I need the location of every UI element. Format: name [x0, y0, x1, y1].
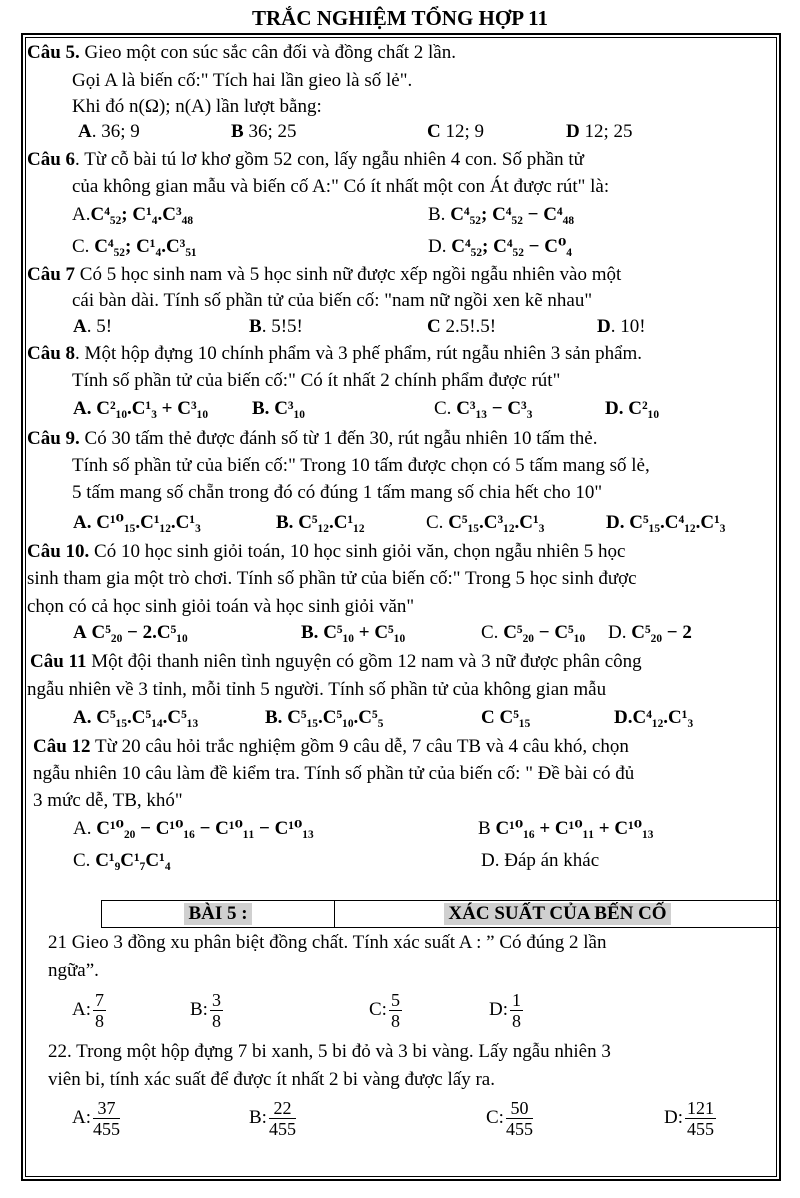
- q8-line1: Câu 8. Một hộp đựng 10 chính phẩm và 3 phế phẩm, rút ngẫu nhiên 3 sản phẩm.: [27, 343, 643, 364]
- q21-option-c: C: $\frac{5}{8}$: [369, 990, 400, 1031]
- q11-option-b: B. C⁵₁₅.C⁵₁₀.C⁵₅: [265, 707, 384, 728]
- q11-line2: ngẫu nhiên về 3 tỉnh, mỗi tỉnh 5 người. Tính số phần tử của không gian mẫu: [27, 679, 607, 700]
- q6-line1: Câu 6. Từ cỗ bài tú lơ khơ gồm 52 con, lấy ngẫu nhiên 4 con. Số phần tử: [27, 149, 584, 170]
- q6-option-c: C. C⁴₅₂; C¹₄.C³₅₁: [72, 236, 197, 257]
- page-title: TRẮC NGHIỆM TỔNG HỢP 11: [252, 6, 548, 30]
- q5-line1: Câu 5. Gieo một con súc sắc cân đối và đồng chất 2 lần.: [27, 42, 456, 63]
- q8-option-a: A. C²₁₀.C¹₃ + C³₁₀: [73, 398, 209, 419]
- q6-option-b: B. C⁴₅₂; C⁴₅₂ − C⁴₄₈: [428, 204, 575, 225]
- q22-option-d: D: $\frac{121}{455}$: [664, 1098, 714, 1139]
- q10-option-a: A C⁵₂₀ − 2.C⁵₁₀: [73, 622, 188, 643]
- q7-option-c: C 2.5!.5!: [427, 316, 497, 337]
- q21-option-b: B: $\frac{3}{8}$: [190, 990, 221, 1031]
- q12-option-b: B C¹⁰₁₆ + C¹⁰₁₁ + C¹⁰₁₃: [478, 818, 654, 839]
- q8-option-c: C. C³₁₃ − C³₃: [434, 398, 533, 419]
- q7-option-d: D. 10!: [597, 316, 646, 337]
- q10-option-b: B. C⁵₁₀ + C⁵₁₀: [301, 622, 406, 643]
- q7-line2: cái bàn dài. Tính số phần tử của biến cố: "nam nữ ngồi xen kẽ nhau": [72, 290, 593, 311]
- q7-option-b: B. 5!5!: [249, 316, 303, 337]
- section-header-table: [101, 900, 781, 928]
- q12-option-d: D. Đáp án khác: [481, 850, 600, 871]
- q22-line2: viên bi, tính xác suất để được ít nhất 2 bi vàng được lấy ra.: [48, 1069, 495, 1090]
- q5-option-d: D 12; 25: [566, 121, 633, 142]
- q11-option-a: A. C⁵₁₅.C⁵₁₄.C⁵₁₃: [73, 707, 199, 728]
- q7-line1: Câu 7 Có 5 học sinh nam và 5 học sinh nữ được xếp ngồi ngẫu nhiên vào một: [27, 264, 622, 285]
- q6-option-a: A.C⁴₅₂; C¹₄.C³₄₈: [72, 204, 194, 225]
- section-label: BÀI 5 :: [102, 901, 335, 927]
- q6-line2: của không gian mẫu và biến cố A:" Có ít nhất một con Át được rút" là:: [72, 176, 610, 197]
- q10-line1: Câu 10. Có 10 học sinh giỏi toán, 10 học sinh giỏi văn, chọn ngẫu nhiên 5 học: [27, 541, 626, 562]
- q10-line3: chọn có cả học sinh giỏi toán và học sinh giỏi văn": [27, 596, 415, 617]
- q21-line2: ngữa”.: [48, 960, 99, 981]
- q5-option-c: C 12; 9: [427, 121, 485, 142]
- q8-option-b: B. C³₁₀: [252, 398, 305, 419]
- q5-line2: Gọi A là biến cố:" Tích hai lần gieo là số lẻ".: [72, 70, 413, 91]
- q12-line3: 3 mức dễ, TB, khó": [33, 790, 183, 811]
- q22-line1: 22. Trong một hộp đựng 7 bi xanh, 5 bi đỏ và 3 bi vàng. Lấy ngẫu nhiên 3: [48, 1041, 611, 1062]
- q9-line3: 5 tấm mang số chẵn trong đó có đúng 1 tấm mang số chia hết cho 10": [72, 482, 603, 503]
- q12-line2: ngẫu nhiên 10 câu làm đề kiểm tra. Tính số phần tử của biến cố: " Đề bài có đủ: [33, 763, 635, 784]
- q21-option-d: D: $\frac{1}{8}$: [489, 990, 521, 1031]
- section-title: XÁC SUẤT CỦA BẾN CỐ: [335, 901, 780, 927]
- q21-line1: 21 Gieo 3 đồng xu phân biệt đồng chất. Tính xác suất A : ” Có đúng 2 lần: [48, 932, 607, 953]
- q5-option-b: B 36; 25: [231, 121, 297, 142]
- q9-option-c: C. C⁵₁₅.C³₁₂.C¹₃: [426, 512, 545, 533]
- q9-line2: Tính số phần tử của biến cố:" Trong 10 tấm được chọn có 5 tấm mang số lẻ,: [72, 455, 650, 476]
- q10-option-c: C. C⁵₂₀ − C⁵₁₀: [481, 622, 586, 643]
- q9-line1: Câu 9. Có 30 tấm thẻ được đánh số từ 1 đến 30, rút ngẫu nhiên 10 tấm thẻ.: [27, 428, 598, 449]
- q10-option-d: D. C⁵₂₀ − 2: [608, 622, 692, 643]
- q9-option-d: D. C⁵₁₅.C⁴₁₂.C¹₃: [606, 512, 726, 533]
- q5-line3: Khi đó n(Ω); n(A) lần lượt bằng:: [72, 96, 322, 117]
- q10-line2: sinh tham gia một trò chơi. Tính số phần tử của biến cố:" Trong 5 học sinh được: [27, 568, 637, 589]
- q22-option-b: B: $\frac{22}{455}$: [249, 1098, 296, 1139]
- q21-option-a: A: $\frac{7}{8}$: [72, 990, 104, 1031]
- q11-option-d: D.C⁴₁₂.C¹₃: [614, 707, 694, 728]
- q8-option-d: D. C²₁₀: [605, 398, 660, 419]
- q12-option-a: A. C¹⁰₂₀ − C¹⁰₁₆ − C¹⁰₁₁ − C¹⁰₁₃: [73, 818, 314, 839]
- q22-option-a: A: $\frac{37}{455}$: [72, 1098, 120, 1139]
- q12-option-c: C. C¹₉C¹₇C¹₄: [73, 850, 171, 871]
- q11-option-c: C C⁵₁₅: [481, 707, 531, 728]
- q12-line1: Câu 12 Từ 20 câu hỏi trắc nghiệm gồm 9 câu dễ, 7 câu TB và 4 câu khó, chọn: [33, 736, 629, 757]
- q9-option-a: A. C¹⁰₁₅.C¹₁₂.C¹₃: [73, 512, 201, 533]
- q7-option-a: A. 5!: [73, 316, 113, 337]
- q6-option-d: D. C⁴₅₂; C⁴₅₂ − C⁰₄: [428, 236, 572, 257]
- q5-option-a: A. 36; 9: [78, 121, 140, 142]
- q11-line1: Câu 11 Một đội thanh niên tình nguyện có gồm 12 nam và 3 nữ được phân công: [30, 651, 642, 672]
- q8-line2: Tính số phần tử của biến cố:" Có ít nhất 2 chính phẩm được rút": [72, 370, 561, 391]
- q9-option-b: B. C⁵₁₂.C¹₁₂: [276, 512, 365, 533]
- q22-option-c: C: $\frac{50}{455}$: [486, 1098, 533, 1139]
